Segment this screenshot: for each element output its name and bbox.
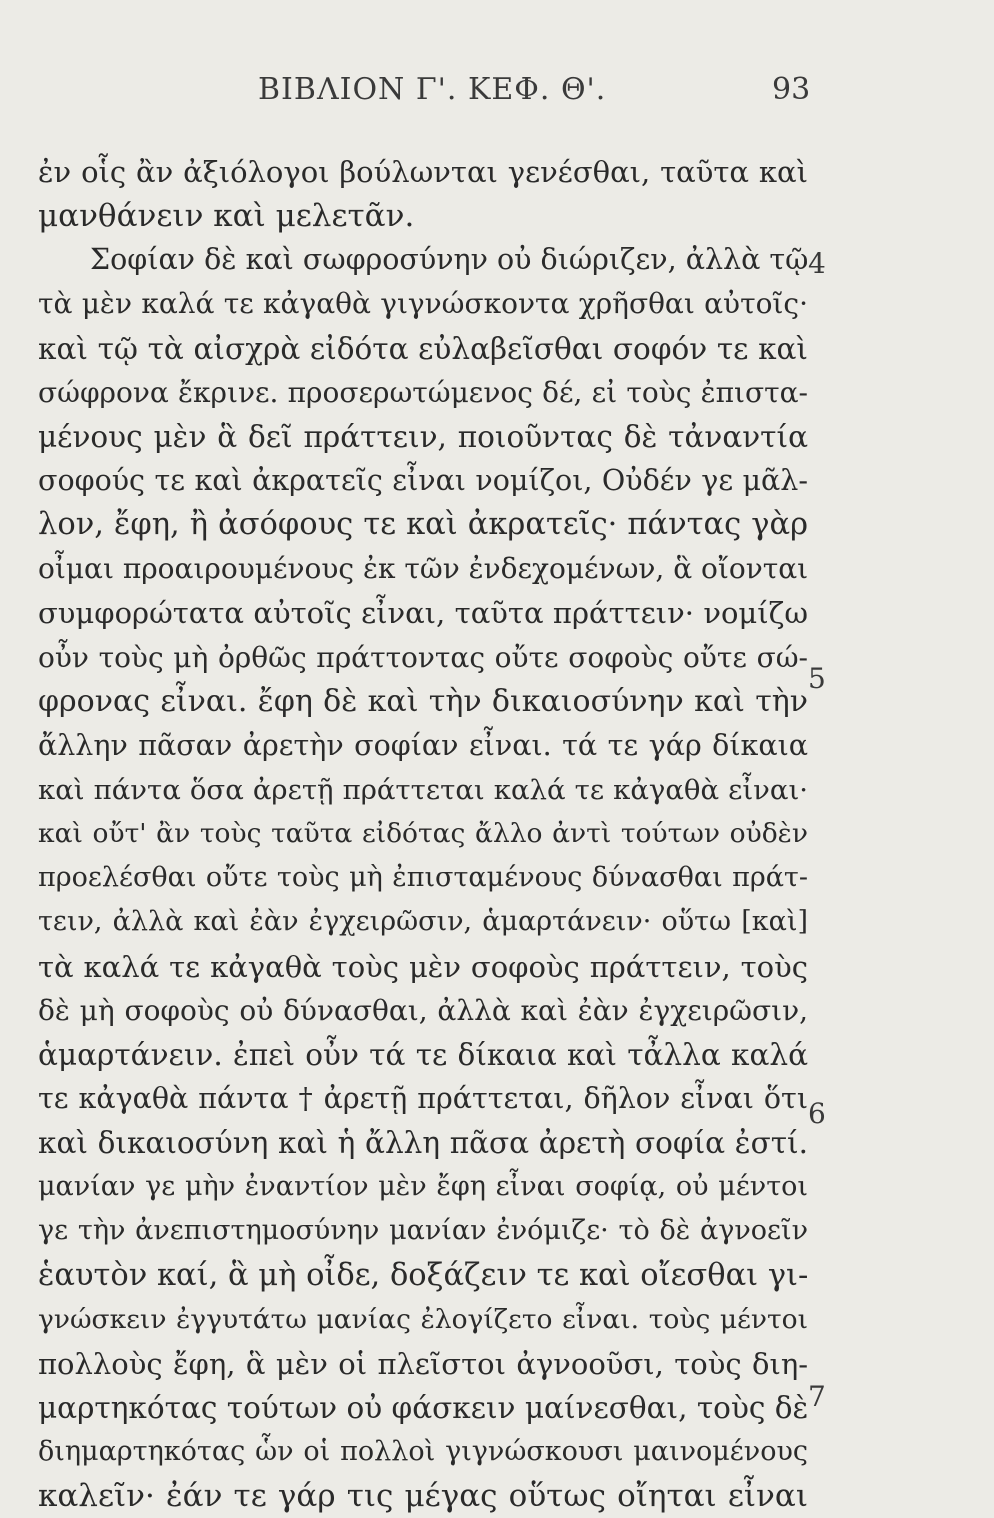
text-line: συμφορώτατα αὐτοῖς εἶναι, ταῦτα πράττειν· νομίζω — [38, 596, 808, 631]
text-line: γνώσκειν ἐγγυτάτω μανίας ἐλογίζετο εἶναι. τοὺς μέντοι — [38, 1303, 808, 1335]
text-line: γε τὴν ἀνεπιστημοσύνην μανίαν ἐνόμιζε· τὸ δὲ ἀγνοεῖν — [38, 1215, 808, 1247]
section-number: 7 — [808, 1380, 826, 1413]
text-line: μανθάνειν καὶ μελετᾶν. — [38, 198, 415, 235]
text-line: πολλοὺς ἔφη, ἃ μὲν οἱ πλεῖστοι ἀγνοοῦσι, τοὺς διη- — [38, 1346, 808, 1381]
text-line: σοφούς τε καὶ ἀκρατεῖς εἶναι νομίζοι, Οὐδέν γε μᾶλ- — [38, 463, 808, 497]
text-line: τειν, ἀλλὰ καὶ ἐὰν ἐγχειρῶσιν, ἁμαρτάνειν· οὕτω [καὶ] — [38, 906, 808, 938]
text-line: καὶ πάντα ὅσα ἀρετῇ πράττεται καλά τε κἀγαθὰ εἶναι· — [38, 773, 808, 806]
text-line: δὲ μὴ σοφοὺς οὐ δύνασθαι, ἀλλὰ καὶ ἐὰν ἐγχειρῶσιν, — [38, 993, 808, 1027]
text-line: προελέσθαι οὔτε τοὺς μὴ ἐπισταμένους δύνασθαι πράτ- — [38, 862, 808, 894]
page-header — [0, 72, 994, 112]
text-line: ἑαυτὸν καί, ἃ μὴ οἶδε, δοξάζειν τε καὶ οἴεσθαι γι- — [38, 1257, 809, 1293]
text-line: μανίαν γε μὴν ἐναντίον μὲν ἔφη εἶναι σοφίᾳ, οὐ μέντοι — [38, 1171, 808, 1203]
section-number: 6 — [808, 1097, 826, 1130]
text-line: τὰ καλά τε κἀγαθὰ τοὺς μὲν σοφοὺς πράττειν, τοὺς — [38, 949, 808, 984]
text-line: τὰ μὲν καλά τε κἀγαθὰ γιγνώσκοντα χρῆσθαι αὐτοῖς· — [38, 287, 808, 321]
page-number: 93 — [772, 72, 811, 107]
text-line: τε κἀγαθὰ πάντα † ἀρετῇ πράττεται, δῆλον εἶναι ὅτι — [38, 1081, 808, 1115]
text-line: ἄλλην πᾶσαν ἀρετὴν σοφίαν εἶναι. τά τε γάρ δίκαια — [38, 728, 808, 762]
running-head: ΒΙΒΛΙΟΝ Γ'. ΚΕΦ. Θ'. — [258, 72, 607, 107]
section-number: 5 — [808, 662, 826, 695]
text-line: οὖν τοὺς μὴ ὀρθῶς πράττοντας οὔτε σοφοὺς οὔτε σώ- — [38, 640, 808, 674]
text-line: ἁμαρτάνειν. ἐπεὶ οὖν τά τε δίκαια καὶ τἆλλα καλά — [38, 1037, 808, 1072]
section-number: 4 — [808, 247, 826, 280]
text-line: καὶ οὔτ' ἂν τοὺς ταῦτα εἰδότας ἄλλο ἀντὶ τούτων οὐδὲν — [38, 818, 808, 850]
text-line: καὶ δικαιοσύνη καὶ ἡ ἄλλη πᾶσα ἀρετὴ σοφία ἐστί. — [38, 1126, 808, 1161]
body-text — [38, 150, 808, 1518]
text-line: μαρτηκότας τούτων οὐ φάσκειν μαίνεσθαι, τοὺς δὲ — [38, 1390, 809, 1425]
text-line: σώφρονα ἔκρινε. προσερωτώμενος δέ, εἰ τοὺς ἐπιστα- — [38, 375, 808, 409]
text-line: Σοφίαν δὲ καὶ σωφροσύνην οὐ διώριζεν, ἀλλὰ τῷ — [90, 243, 809, 277]
text-line: οἶμαι προαιρουμένους ἐκ τῶν ἐνδεχομένων, ἃ οἴονται — [38, 552, 809, 586]
text-line: καὶ τῷ τὰ αἰσχρὰ εἰδότα εὐλαβεῖσθαι σοφόν τε καὶ — [38, 331, 808, 366]
text-line: διημαρτηκότας ὧν οἱ πολλοὶ γιγνώσκουσι μαινομένους — [38, 1436, 808, 1468]
text-line: φρονας εἶναι. ἔφη δὲ καὶ τὴν δικαιοσύνην καὶ τὴν — [38, 683, 808, 719]
text-line: καλεῖν· ἐάν τε γάρ τις μέγας οὕτως οἴηται εἶναι — [38, 1478, 808, 1515]
text-line: μένους μὲν ἃ δεῖ πράττειν, ποιοῦντας δὲ τἀναντία — [38, 419, 808, 454]
text-line: ἐν οἷς ἂν ἀξιόλογοι βούλωνται γενέσθαι, ταῦτα καὶ — [38, 155, 808, 189]
text-line: λον, ἔφη, ἢ ἀσόφους τε καὶ ἀκρατεῖς· πάντας γὰρ — [38, 507, 808, 543]
